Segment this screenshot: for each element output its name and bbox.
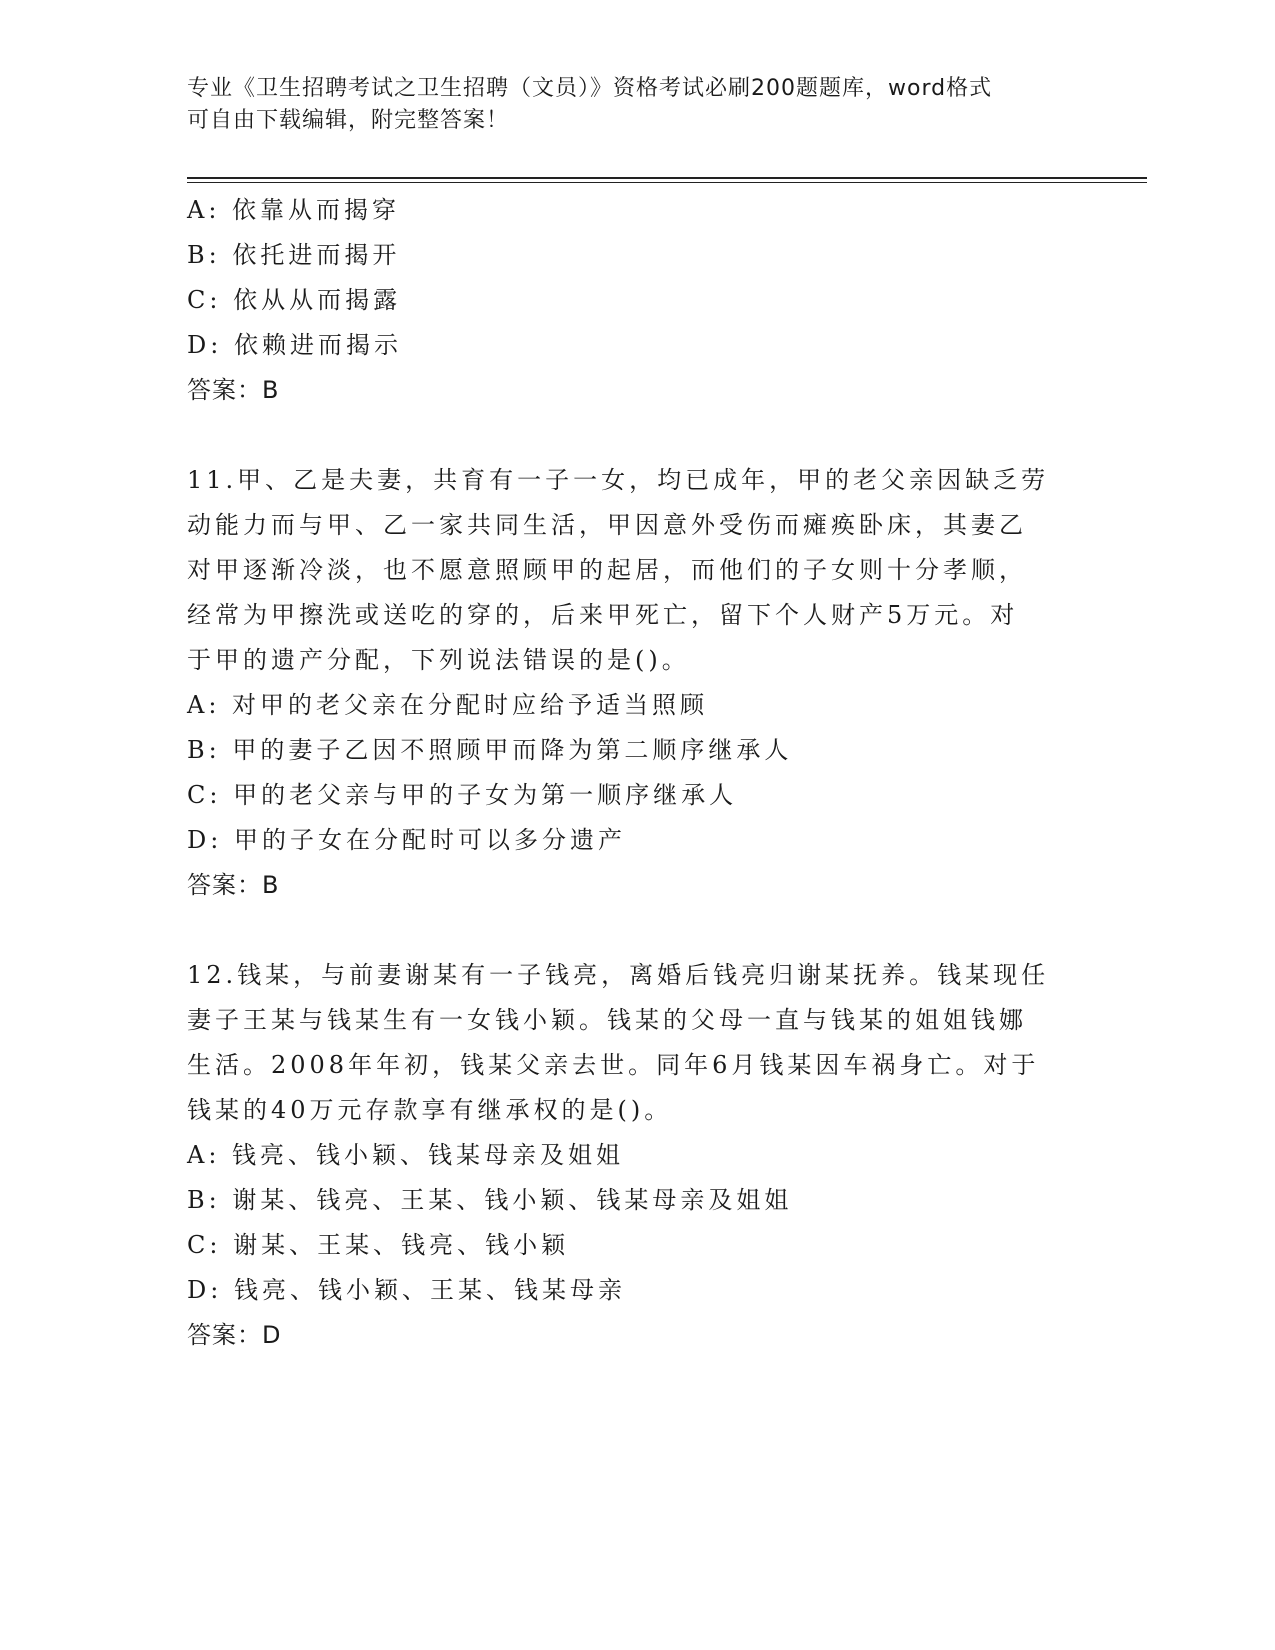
question-text [187, 953, 1067, 1133]
option-a: A: 依靠从而揭穿 [187, 196, 401, 224]
header-divider [187, 177, 1147, 183]
option-c: C: 甲的老父亲与甲的子女为第一顺序继承人 [187, 781, 738, 809]
question-line: 于甲的遗产分配，下列说法错误的是()。 [187, 646, 690, 674]
option-c: C: 谢某、王某、钱亮、钱小颖 [187, 1231, 570, 1259]
spacer [187, 413, 1067, 458]
question-text [187, 458, 1067, 683]
option-d: D: 甲的子女在分配时可以多分遗产 [187, 826, 626, 854]
question-line: 生活。2008年年初，钱某父亲去世。同年6月钱某因车祸身亡。对于 [187, 1051, 1040, 1079]
header-title-line2: 可自由下载编辑，附完整答案！ [187, 108, 510, 133]
option-a: A: 钱亮、钱小颖、钱某母亲及姐姐 [187, 1141, 625, 1169]
question-line: 12.钱某，与前妻谢某有一子钱亮，离婚后钱亮归谢某抚养。钱某现任 [187, 961, 1050, 989]
answer: 答案：B [187, 871, 280, 899]
option-b: B: 依托进而揭开 [187, 241, 401, 269]
option-b: B: 甲的妻子乙因不照顾甲而降为第二顺序继承人 [187, 736, 793, 764]
question-line: 对甲逐渐冷淡，也不愿意照顾甲的起居，而他们的子女则十分孝顺， [187, 556, 1027, 584]
option-d: D: 依赖进而揭示 [187, 331, 402, 359]
question-line: 动能力而与甲、乙一家共同生活，甲因意外受伤而瘫痪卧床，其妻乙 [187, 511, 1027, 539]
option-c: C: 依从从而揭露 [187, 286, 402, 314]
answer: 答案：D [187, 1321, 282, 1349]
question-line: 11.甲、乙是夫妻，共育有一子一女，均已成年，甲的老父亲因缺乏劳 [187, 466, 1050, 494]
question-10-block [187, 188, 1067, 413]
question-11-block [187, 458, 1067, 908]
document-header [187, 73, 1087, 137]
option-a: A: 对甲的老父亲在分配时应给予适当照顾 [187, 691, 709, 719]
question-line: 妻子王某与钱某生有一女钱小颖。钱某的父母一直与钱某的姐姐钱娜 [187, 1006, 1027, 1034]
document-body [187, 188, 1067, 1358]
question-line: 钱某的40万元存款享有继承权的是()。 [187, 1096, 673, 1124]
header-title-line1: 专业《卫生招聘考试之卫生招聘（文员）》资格考试必刷200题题库，word格式 [187, 76, 993, 101]
option-b: B: 谢某、钱亮、王某、钱小颖、钱某母亲及姐姐 [187, 1186, 793, 1214]
spacer [187, 908, 1067, 953]
answer: 答案：B [187, 376, 280, 404]
question-12-block [187, 953, 1067, 1358]
question-line: 经常为甲擦洗或送吃的穿的，后来甲死亡，留下个人财产5万元。对 [187, 601, 1019, 629]
option-d: D: 钱亮、钱小颖、王某、钱某母亲 [187, 1276, 626, 1304]
